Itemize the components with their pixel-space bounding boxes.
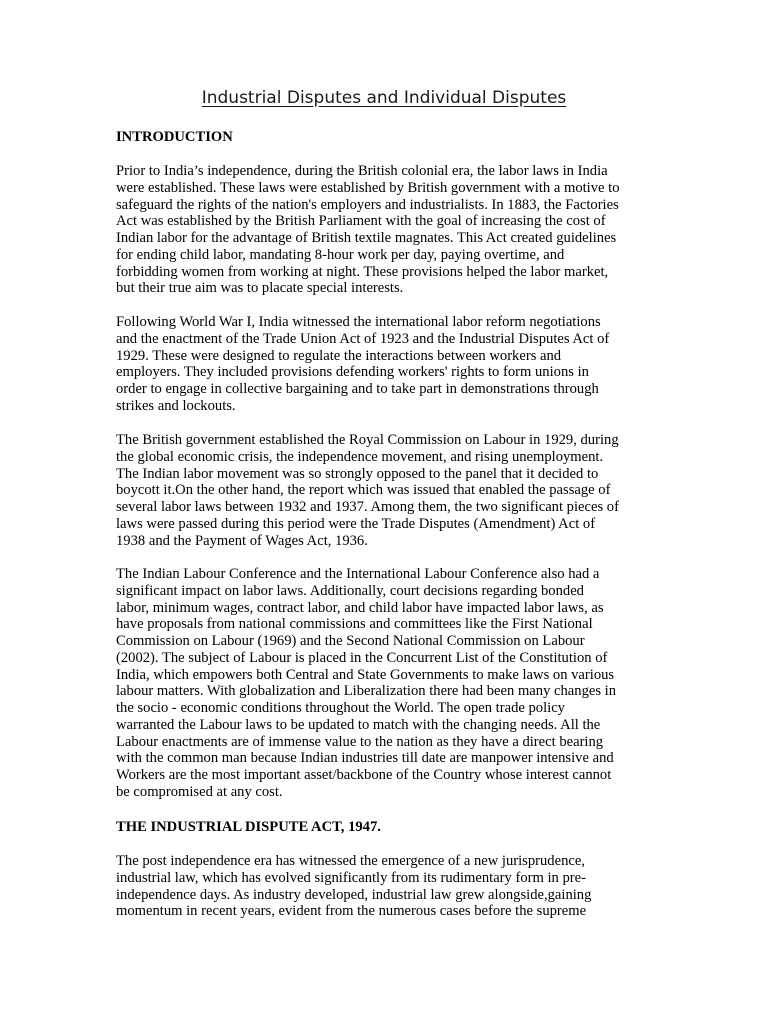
text-line: The Indian labor movement was so strongly opposed to the panel that it decided to	[116, 465, 599, 482]
text-line: safeguard the rights of the nation's employers and industrialists. In 1883, the Factories	[116, 196, 619, 213]
text-line: be compromised at any cost.	[116, 783, 283, 800]
text-line: Indian labor for the advantage of British textile magnates. This Act created guidelines	[116, 230, 617, 246]
text-line: industrial law, which has evolved significantly from its rudimentary form in pre-	[116, 869, 586, 886]
text-line: several labor laws between 1932 and 1937. Among them, the two significant pieces of	[116, 499, 619, 515]
text-line: The post independence era has witnessed the emergence of a new jurisprudence,	[116, 853, 585, 869]
text-line: laws were passed during this period were the Trade Disputes (Amendment) Act of	[116, 515, 596, 532]
text-line: Following World War I, India witnessed the international labor reform negotiations	[116, 314, 601, 330]
text-line: The British government established the Royal Commission on Labour in 1929, during	[116, 432, 619, 448]
text-line: Labour enactments are of immense value to the nation as they have a direct bearing	[116, 733, 604, 750]
text-line: momentum in recent years, evident from the numerous cases before the supreme	[116, 903, 587, 920]
text-line: strikes and lockouts.	[116, 397, 236, 414]
text-line: Workers are the most important asset/backbone of the Country whose interest cannot	[116, 767, 612, 783]
text-line: forbidding women from working at night. These provisions helped the labor market,	[116, 263, 609, 280]
text-line: The Indian Labour Conference and the International Labour Conference also had a	[116, 566, 600, 582]
document-title: Industrial Disputes and Individual Disputes	[201, 88, 567, 108]
text-line: the socio - economic conditions throughout the World. The open trade policy	[116, 700, 565, 716]
text-line: Prior to India’s independence, during the British colonial era, the labor laws in India	[116, 163, 608, 179]
paragraph-intro-3	[116, 432, 656, 549]
text-line: 1929. These were designed to regulate the interactions between workers and	[116, 347, 562, 364]
text-line: independence days. As industry developed, industrial law grew alongside,gaining	[116, 886, 592, 903]
text-line: Commission on Labour (1969) and the Second National Commission on Labour	[116, 633, 585, 649]
text-line: have proposals from national commissions and committees like the First National	[116, 616, 593, 633]
text-line: 1938 and the Payment of Wages Act, 1936.	[116, 532, 368, 549]
text-line: but their true aim was to placate special interests.	[116, 280, 404, 297]
paragraph-intro-4	[116, 566, 656, 801]
text-line: (2002). The subject of Labour is placed in the Concurrent List of the Constitution of	[116, 649, 608, 666]
text-line: labor, minimum wages, contract labor, and child labor have impacted labor laws, as	[116, 599, 604, 616]
text-line: Act was established by the British Parliament with the goal of increasing the cost of	[116, 213, 606, 230]
text-line: order to engage in collective bargaining and to take part in demonstrations through	[116, 381, 599, 397]
text-line: India, which empowers both Central and State Governments to make laws on various	[116, 666, 615, 683]
text-line: employers. They included provisions defending workers' rights to form unions in	[116, 364, 589, 381]
section-heading-introduction: INTRODUCTION	[116, 129, 233, 145]
text-line: significant impact on labor laws. Additionally, court decisions regarding bonded	[116, 582, 584, 599]
text-line: the global economic crisis, the independence movement, and rising unemployment.	[116, 448, 604, 465]
text-line: warranted the Labour laws to be updated to match with the changing needs. All the	[116, 716, 601, 733]
paragraph-intro-1	[116, 163, 656, 297]
text-line: for ending child labor, mandating 8-hour work per day, paying overtime, and	[116, 246, 565, 263]
section-heading-industrial-dispute-act: THE INDUSTRIAL DISPUTE ACT, 1947.	[116, 819, 381, 835]
paragraph-act-1	[116, 853, 656, 920]
paragraph-intro-2	[116, 314, 656, 415]
text-line: and the enactment of the Trade Union Act of 1923 and the Industrial Disputes Act of	[116, 330, 610, 347]
text-line: boycott it.On the other hand, the report which was issued that enabled the passage of	[116, 482, 611, 499]
text-line: were established. These laws were established by British government with a motive to	[116, 179, 620, 196]
text-line: labour matters. With globalization and Liberalization there had been many changes in	[116, 683, 617, 700]
text-line: with the common man because Indian industries till date are manpower intensive and	[116, 750, 614, 767]
